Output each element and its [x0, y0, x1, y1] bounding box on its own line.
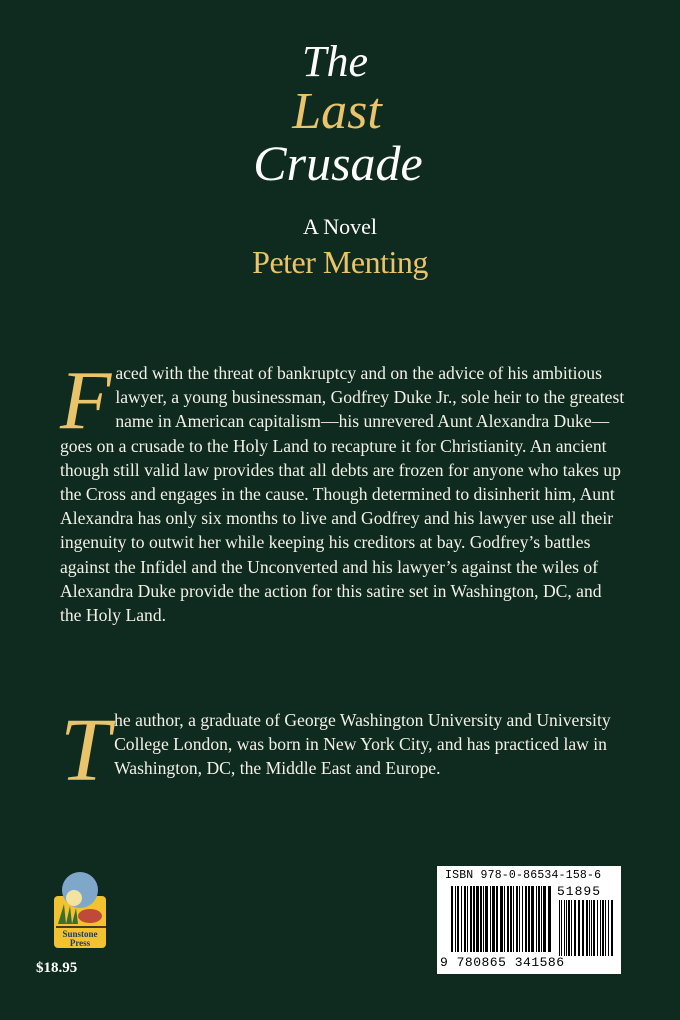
addon-bar — [605, 900, 606, 956]
book-title — [0, 37, 680, 191]
barcode-bar — [451, 886, 453, 952]
barcode-bar — [513, 886, 514, 952]
barcode-bar — [473, 886, 475, 952]
addon-bar — [566, 900, 567, 956]
addon-bar — [611, 900, 613, 956]
barcode-bar — [496, 886, 498, 952]
blurb-dropcap: F — [60, 354, 112, 447]
barcode-bar — [522, 886, 523, 952]
title-line-the: The — [302, 37, 368, 86]
barcode-bar — [548, 886, 551, 952]
addon-bar — [568, 900, 570, 956]
barcode-bar — [476, 886, 479, 952]
addon-bar — [586, 900, 588, 956]
author-bio-paragraph — [60, 701, 625, 800]
blurb-text: aced with the threat of bankruptcy and on the advice of his ambitious lawyer, a young businessman, Godfrey Duke Jr., sole heir to the greatest name in American capitalism—his unrevered Aunt Alexandra Duke—goes on a crusade to the Holy Land to recapture it for Christianity. An ancient though still valid law provides that all debts are frozen for anyone who takes up the Cross and engages in the cause. Though determined to disinherit him, Aunt Alexandra has only six months to live and Godfrey and his lawyer use all their ingenuity to outwit her while keeping his creditors at bay. Godfrey’s battles against the Infidel and the Unconverted and his lawyer’s against the wiles of Alexandra Duke provide the action for this satire set in Washington, DC, and the Holy Land. — [60, 363, 625, 626]
bio-dropcap: T — [60, 701, 111, 800]
barcode-digits: 9 780865 341586 — [440, 955, 565, 970]
barcode-bar — [490, 886, 491, 952]
price-code: 51895 — [557, 884, 602, 899]
sunstone-logo-icon — [52, 868, 112, 950]
addon-bar — [564, 900, 565, 956]
barcode-bar — [461, 886, 462, 952]
publisher-name-line1: Sunstone — [62, 929, 98, 939]
addon-bar — [574, 900, 576, 956]
barcode-bar — [525, 886, 527, 952]
barcode-bar — [528, 886, 530, 952]
barcode-bar — [510, 886, 512, 952]
addon-bar — [559, 900, 560, 956]
barcode-bar — [541, 886, 542, 952]
addon-bar — [561, 900, 562, 956]
barcode-bar — [500, 886, 503, 952]
title-line-crusade: Crusade — [253, 135, 423, 191]
blurb-paragraph — [60, 354, 625, 627]
addon-bar — [593, 900, 595, 956]
author-name: Peter Menting — [252, 244, 428, 280]
title-line-last: Last — [292, 83, 382, 140]
publisher-name-line2: Press — [69, 938, 91, 948]
barcode-bar — [504, 886, 505, 952]
barcode-bar — [467, 886, 468, 952]
price-label: $18.95 — [36, 960, 78, 976]
barcode-bar — [457, 886, 459, 952]
barcode-bar — [480, 886, 482, 952]
addon-bar — [578, 900, 580, 956]
addon-bar — [608, 900, 609, 956]
addon-bar — [571, 900, 572, 956]
addon-bar — [582, 900, 584, 956]
barcode-bar — [470, 886, 472, 952]
barcode-bar — [538, 886, 540, 952]
addon-bar — [602, 900, 604, 956]
barcode-bar — [531, 886, 534, 952]
barcode-bar — [516, 886, 518, 952]
bio-text: he author, a graduate of George Washington University and University College London, was born in New York City, and has practiced law in Washington, DC, the Middle East and Europe. — [114, 710, 611, 779]
subtitle: A Novel — [303, 214, 377, 239]
addon-bar — [600, 900, 601, 956]
barcode-bar — [455, 886, 456, 952]
isbn-text: ISBN 978-0-86534-158-6 — [445, 869, 602, 882]
addon-bar — [589, 900, 590, 956]
barcode-bar — [536, 886, 537, 952]
barcode-bar — [507, 886, 509, 952]
barcode-bar — [485, 886, 488, 952]
barcode-bar — [543, 886, 546, 952]
addon-bar — [591, 900, 592, 956]
isbn-barcode — [437, 866, 621, 974]
barcode-bar — [464, 886, 466, 952]
publisher-logo — [52, 868, 112, 950]
barcode-bar — [519, 886, 520, 952]
barcode-bar — [492, 886, 495, 952]
addon-bar — [597, 900, 598, 956]
barcode-bar — [483, 886, 484, 952]
